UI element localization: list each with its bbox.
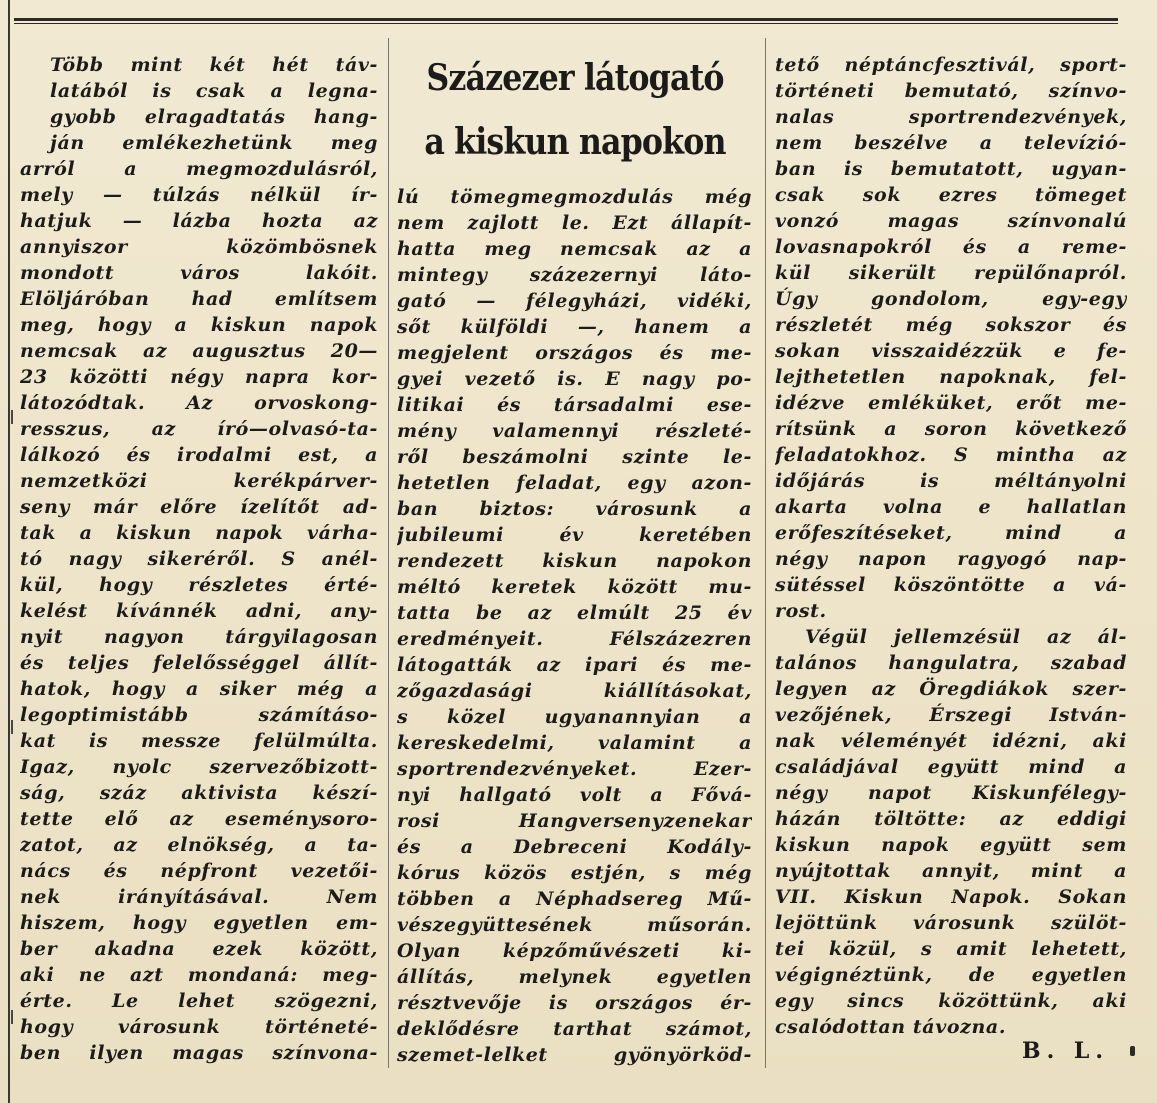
text-line: tei közül, s amit lehetett, <box>775 938 1127 960</box>
text-line: gyobb elragadtatás hang- <box>50 106 378 128</box>
text-line: mény valamennyi részleté- <box>397 420 752 442</box>
text-line: rosi Hangversenyzenekar <box>397 810 752 832</box>
text-line: tatta be az elmúlt 25 év <box>397 602 752 624</box>
text-line: feladatokhoz. S mintha az <box>775 444 1127 466</box>
text-line: Olyan képzőművészeti ki- <box>397 940 752 962</box>
text-line: ság, száz aktivista készí- <box>20 782 378 804</box>
text-line: zatot, az elnökség, a ta- <box>20 834 378 856</box>
text-line: történeti bemutató, színvo- <box>775 80 1127 102</box>
text-line: rost. <box>775 600 827 622</box>
text-line: tető néptáncfesztivál, sport- <box>775 54 1127 76</box>
text-line: ről beszámolni szinte le- <box>397 446 752 468</box>
text-line: többen a Néphadsereg Mű- <box>397 888 752 910</box>
text-line: sütéssel köszöntötte a vá- <box>775 574 1127 596</box>
text-line: nyi hallgató volt a Fővá- <box>397 784 752 806</box>
text-line: lovasnapokról és a reme- <box>775 236 1127 258</box>
text-line: mintegy százezernyi láto- <box>397 264 752 286</box>
text-line: eredményeit. Félszázezren <box>397 628 752 650</box>
text-line: litikai és társadalmi ese- <box>397 394 752 416</box>
text-line: négy napot Kiskunfélegy- <box>775 782 1127 804</box>
text-line: mely — túlzás nélkül ír- <box>20 184 378 206</box>
text-line: csak sok ezres tömeget <box>775 184 1127 206</box>
text-line: nemcsak az augusztus 20— <box>20 340 378 362</box>
text-line: gyei vezető is. E nagy po- <box>397 368 752 390</box>
text-line: meg, hogy a kiskun napok <box>20 314 378 336</box>
text-line: vonzó magas színvonalú <box>775 210 1127 232</box>
top-double-rule <box>14 18 1118 24</box>
text-line: nek irányításával. Nem <box>20 886 378 908</box>
margin-tick <box>11 720 13 734</box>
text-line: kiskun napok együtt sem <box>775 834 1127 856</box>
text-line: lejöttünk városunk szülöt- <box>775 912 1127 934</box>
text-line: talános hangulatra, szabad <box>775 652 1127 674</box>
article-column-3 <box>775 52 1127 1040</box>
text-line: időjárás is méltányolni <box>775 470 1127 492</box>
text-line: családjával együtt mind a <box>775 756 1127 778</box>
text-line: ján emlékezhetünk meg <box>50 132 378 154</box>
text-line: deklődésre tarthat számot, <box>397 1018 752 1040</box>
text-line: állítás, melynek egyetlen <box>397 966 752 988</box>
text-line: nemzetközi kerékpárver- <box>20 470 378 492</box>
text-line: méltó keretek között mu- <box>397 576 752 598</box>
text-line: resszus, az író—olvasó-ta- <box>20 418 378 440</box>
text-line: lú tömegmegmozdulás még <box>397 186 752 208</box>
text-line: kelést kívánnék adni, any- <box>20 600 378 622</box>
text-line: Elöljáróban had említsem <box>20 288 378 310</box>
headline-line: Százezer látogató <box>426 57 724 99</box>
text-line: VII. Kiskun Napok. Sokan <box>775 886 1127 908</box>
text-line: és a Debreceni Kodály- <box>397 836 752 858</box>
author-signature: B. L. <box>1022 1038 1110 1064</box>
text-line: rítsünk a soron következő <box>775 418 1127 440</box>
text-line: látozódtak. Az orvoskong- <box>20 392 378 414</box>
text-line: jubileumi év keretében <box>397 524 752 546</box>
text-line: idézve emléküket, erőt me- <box>775 392 1127 414</box>
text-line: mondott város lakóit. <box>20 262 378 284</box>
text-line: kórus közös estjén, s még <box>397 862 752 884</box>
text-line: Igaz, nyolc szervezőbizott- <box>20 756 378 778</box>
text-line: kül sikerült repülőnapról. <box>775 262 1127 284</box>
text-line: sportrendezvényeket. Ezer- <box>397 758 752 780</box>
text-line: legoptimistább számításo- <box>20 704 378 726</box>
text-line: hogy városunk történeté- <box>20 1016 378 1038</box>
text-line: kül, hogy részletes érté- <box>20 574 378 596</box>
column-divider <box>765 38 766 1068</box>
text-line: vészegyüttesének műsorán. <box>397 914 752 936</box>
text-line: gató — félegyházi, vidéki, <box>397 290 752 312</box>
article-headline <box>417 46 734 174</box>
text-line: házán töltötte: az eddigi <box>775 808 1127 830</box>
text-line: tak a kiskun napok várha- <box>20 522 378 544</box>
article-column-1 <box>20 52 378 1066</box>
text-line: kereskedelmi, valamint a <box>397 732 752 754</box>
text-line: ban is bemutatott, ugyan- <box>775 158 1127 180</box>
text-line: nács és népfront vezetői- <box>20 860 378 882</box>
text-line: nem beszélve a televízió- <box>775 132 1127 154</box>
text-line: ban biztos: városunk a <box>397 498 752 520</box>
text-line: lálkozó és irodalmi est, a <box>20 444 378 466</box>
text-line: akarta volna e hallatlan <box>775 496 1127 518</box>
article-column-2 <box>397 184 752 1068</box>
text-line: 23 közötti négy napra kor- <box>20 366 378 388</box>
text-line: nak véleményét idézni, aki <box>775 730 1127 752</box>
text-line: aki ne azt mondaná: meg- <box>20 964 378 986</box>
text-line: látogatták az ipari és me- <box>397 654 752 676</box>
text-line: nyújtottak annyit, mint a <box>775 860 1127 882</box>
text-line: Végül jellemzésül az ál- <box>805 626 1127 648</box>
column-divider <box>388 38 389 1068</box>
text-line: részletét még sokszor és <box>775 314 1127 336</box>
text-line: seny már előre ízelítőt ad- <box>20 496 378 518</box>
text-line: hatok, hogy a siker még a <box>20 678 378 700</box>
text-line: csalódottan távozna. <box>775 1016 1007 1038</box>
margin-mark <box>1130 1046 1135 1056</box>
text-line: tó nagy sikeréről. S anél- <box>20 548 378 570</box>
left-border-rule <box>8 0 10 1103</box>
text-line: tette elő az eseménysoro- <box>20 808 378 830</box>
text-line: arról a megmozdulásról, <box>20 158 378 180</box>
text-line: nyit nagyon tárgyilagosan <box>20 626 378 648</box>
text-line: ben ilyen magas színvona- <box>20 1042 378 1064</box>
text-line: rendezett kiskun napokon <box>397 550 752 572</box>
text-line: hiszem, hogy egyetlen em- <box>20 912 378 934</box>
text-line: egy sincs közöttünk, aki <box>775 990 1127 1012</box>
text-line: s közel ugyanannyian a <box>397 706 752 728</box>
text-line: szemet-lelket gyönyörköd- <box>397 1044 752 1066</box>
text-line: érte. Le lehet szögezni, <box>20 990 378 1012</box>
text-line: megjelent országos és me- <box>397 342 752 364</box>
margin-tick <box>11 410 13 424</box>
text-line: hetetlen feladat, egy azon- <box>397 472 752 494</box>
text-line: négy napon ragyogó nap- <box>775 548 1127 570</box>
text-line: legyen az Öregdiákok szer- <box>775 678 1127 700</box>
text-line: kat is messze felülmúlta. <box>20 730 378 752</box>
text-line: résztvevője is országos ér- <box>397 992 752 1014</box>
text-line: végignéztünk, de egyetlen <box>775 964 1127 986</box>
margin-tick <box>11 1010 13 1024</box>
text-line: ber akadna ezek között, <box>20 938 378 960</box>
text-line: sőt külföldi —, hanem a <box>397 316 752 338</box>
text-line: sokan visszaidézzük e fe- <box>775 340 1127 362</box>
text-line: lejthetetlen napoknak, fel- <box>775 366 1127 388</box>
text-line: zőgazdasági kiállításokat, <box>397 680 752 702</box>
text-line: hatta meg nemcsak az a <box>397 238 752 260</box>
text-line: Több mint két hét táv- <box>50 54 378 76</box>
text-line: erőfeszítéseket, mind a <box>775 522 1127 544</box>
text-line: nem zajlott le. Ezt állapít- <box>397 212 752 234</box>
text-line: Úgy gondolom, egy-egy <box>775 288 1127 310</box>
text-line: vezőjének, Érszegi István- <box>775 704 1127 726</box>
text-line: nalas sportrendezvények, <box>775 106 1127 128</box>
text-line: és teljes felelősséggel állít- <box>20 652 378 674</box>
text-line: annyiszor közömbösnek <box>20 236 378 258</box>
text-line: latából is csak a legna- <box>50 80 378 102</box>
text-line: hatjuk — lázba hozta az <box>20 210 378 232</box>
headline-line: a kiskun napokon <box>424 121 726 163</box>
